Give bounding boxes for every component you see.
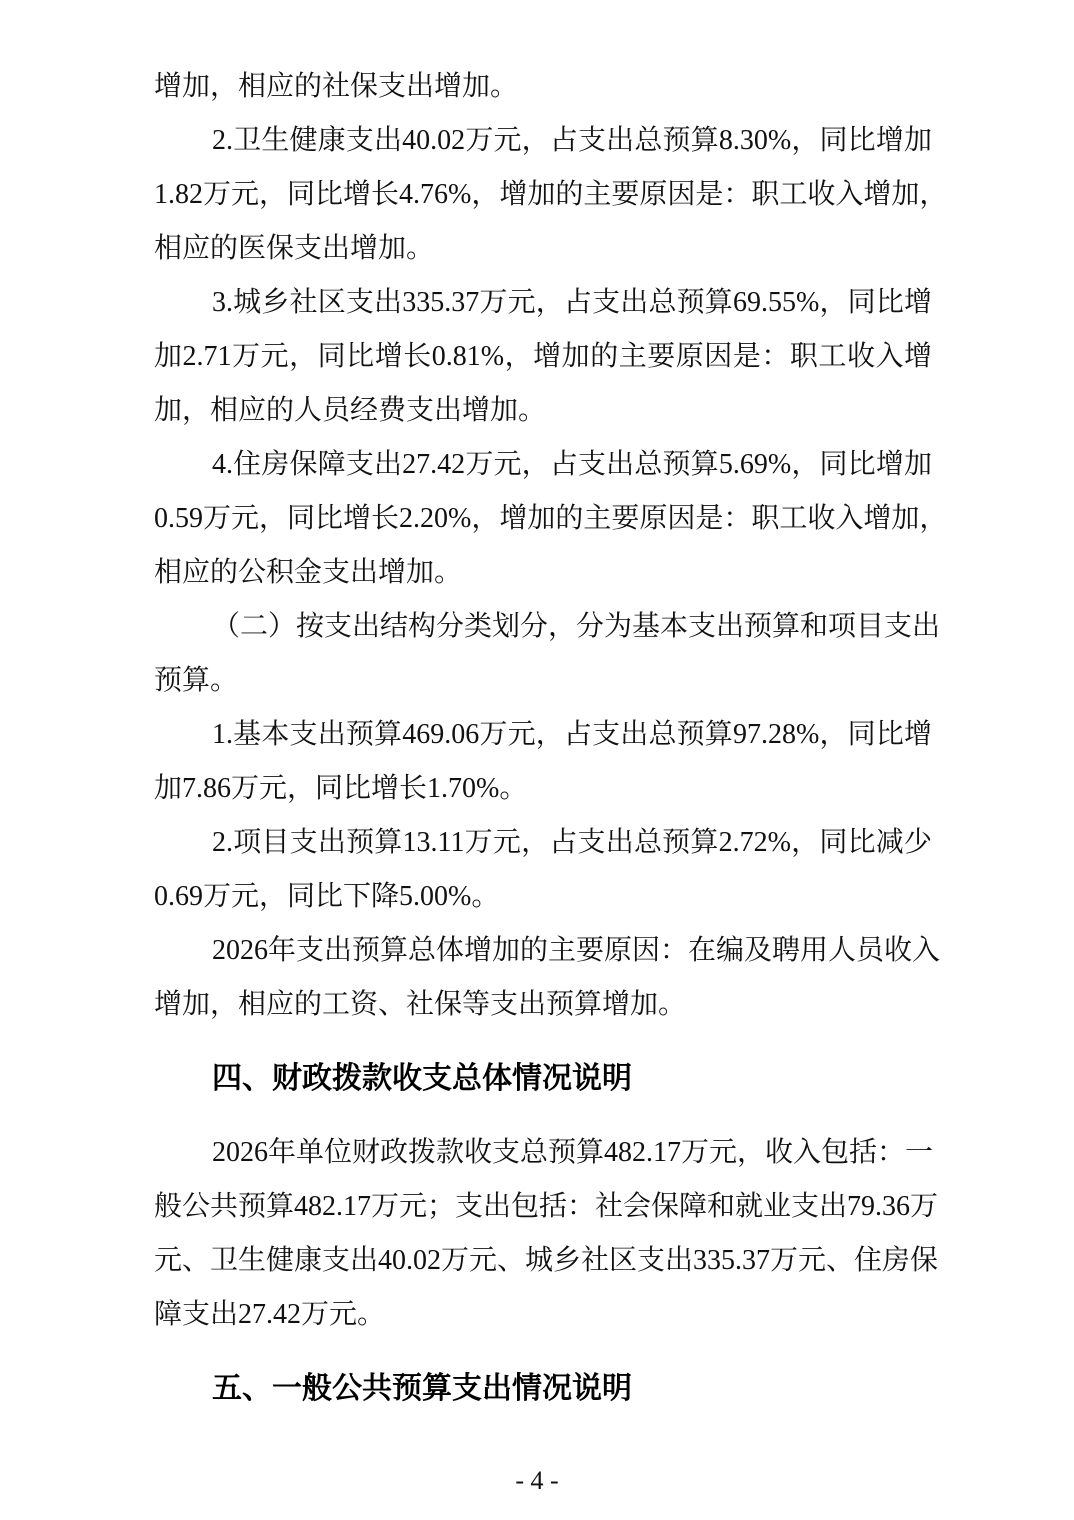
text-line: 2026年单位财政拨款收支总预算482.17万元，收入包括：一 (212, 1137, 934, 1168)
text-line: 增加，相应的社保支出增加。 (154, 71, 519, 102)
text-line: 加7.86万元，同比增长1.70%。 (154, 773, 528, 804)
text-line: 2.项目支出预算13.11万元，占支出总预算2.72%，同比减少 (212, 827, 932, 858)
text-line: 预算。 (154, 665, 239, 696)
text-line: 相应的医保支出增加。 (154, 233, 435, 264)
text-line: 1.基本支出预算469.06万元，占支出总预算97.28%，同比增 (212, 719, 932, 750)
text-line: 般公共预算482.17万元；支出包括：社会保障和就业支出79.36万 (154, 1191, 939, 1222)
text-line: 增加，相应的工资、社保等支出预算增加。 (154, 989, 687, 1020)
section-heading: 五、一般公共预算支出情况说明 (212, 1372, 632, 1405)
section-heading: 四、财政拨款收支总体情况说明 (212, 1062, 632, 1095)
text-line: 加2.71万元，同比增长0.81%，增加的主要原因是：职工收入增 (154, 341, 932, 372)
text-line: 2.卫生健康支出40.02万元，占支出总预算8.30%，同比增加 (212, 125, 932, 156)
text-line: 障支出27.42万元。 (154, 1299, 386, 1330)
text-line: 4.住房保障支出27.42万元，占支出总预算5.69%，同比增加 (212, 449, 932, 480)
document-body (154, 60, 948, 1436)
text-line: 3.城乡社区支出335.37万元，占支出总预算69.55%，同比增 (212, 287, 932, 318)
text-line: 0.59万元，同比增长2.20%，增加的主要原因是：职工收入增加， (154, 503, 948, 534)
text-line: 相应的公积金支出增加。 (154, 557, 463, 588)
text-line: 1.82万元，同比增长4.76%，增加的主要原因是：职工收入增加， (154, 179, 948, 210)
text-line: 元、卫生健康支出40.02万元、城乡社区支出335.37万元、住房保 (154, 1245, 939, 1276)
page-number: - 4 - (515, 1466, 559, 1495)
text-line: （二）按支出结构分类划分，分为基本支出预算和项目支出 (212, 611, 941, 642)
text-line: 2026年支出预算总体增加的主要原因：在编及聘用人员收入 (212, 935, 941, 966)
text-line: 加，相应的人员经费支出增加。 (154, 395, 547, 426)
text-line: 0.69万元，同比下降5.00%。 (154, 881, 500, 912)
